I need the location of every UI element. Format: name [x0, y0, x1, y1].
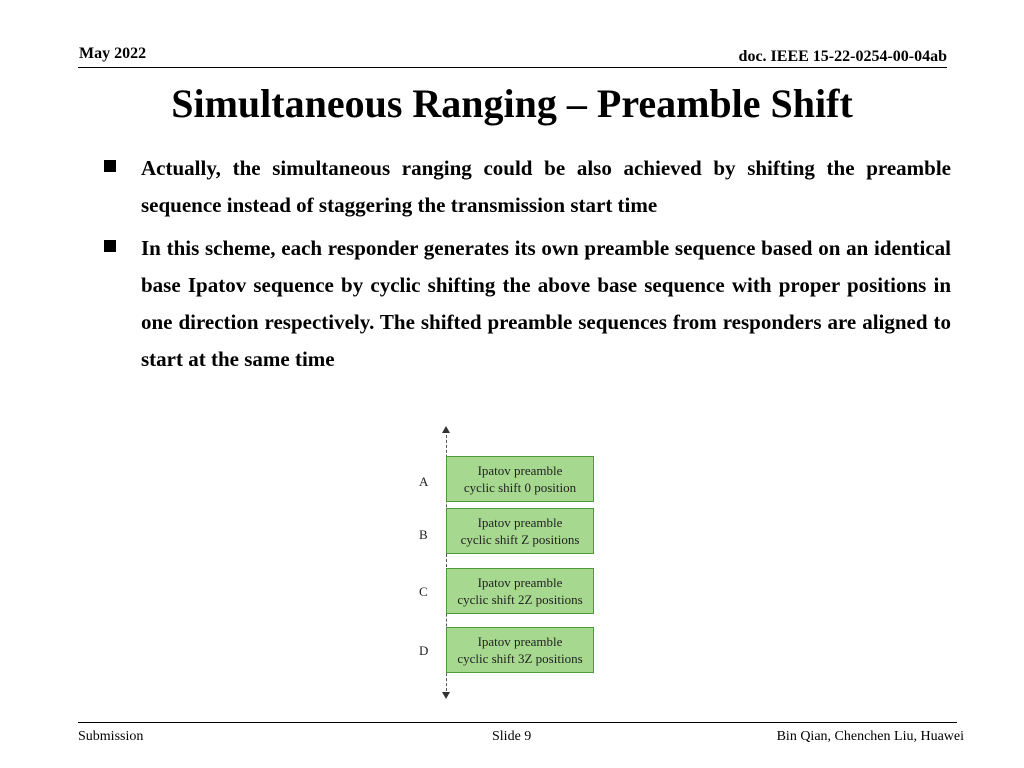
- box-line: cyclic shift 0 position: [463, 480, 577, 495]
- row-label-a: A: [419, 474, 429, 489]
- preamble-box-c: [446, 568, 594, 614]
- row-label-d: D: [419, 643, 429, 658]
- header-doc-id: doc. IEEE 15-22-0254-00-04ab: [738, 48, 947, 65]
- box-line: Ipatov preamble: [477, 463, 563, 478]
- bullet-item: [100, 150, 951, 224]
- header-date: May 2022: [79, 45, 147, 62]
- arrow-up-icon: [442, 426, 450, 433]
- footer-divider: [78, 722, 957, 723]
- footer-slide-number: Slide 9: [492, 729, 532, 744]
- preamble-box-a: [446, 456, 594, 502]
- bullet-text: In this scheme, each responder generates its own preamble sequence based on an identical base Ipatov sequence by cyclic shifting the above base sequence with proper positions in one direction respectively. The shifted preamble sequences from responders are aligned to start at the same time: [141, 236, 951, 371]
- box-line: cyclic shift Z positions: [460, 532, 580, 547]
- preamble-shift-diagram: [410, 424, 610, 704]
- preamble-box-b: [446, 508, 594, 554]
- box-line: Ipatov preamble: [477, 575, 563, 590]
- footer-submission: Submission: [78, 729, 144, 744]
- header-divider: [78, 67, 947, 68]
- arrow-down-icon: [442, 692, 450, 699]
- box-line: Ipatov preamble: [477, 634, 563, 649]
- box-line: cyclic shift 3Z positions: [457, 651, 583, 666]
- row-label-b: B: [419, 527, 428, 542]
- bullet-item: [100, 230, 951, 378]
- slide-title: Simultaneous Ranging – Preamble Shift: [171, 81, 853, 126]
- box-line: Ipatov preamble: [477, 515, 563, 530]
- preamble-box-d: [446, 627, 594, 673]
- square-bullet-icon: [104, 160, 116, 172]
- box-line: cyclic shift 2Z positions: [457, 592, 583, 607]
- square-bullet-icon: [104, 240, 116, 252]
- footer-authors: Bin Qian, Chenchen Liu, Huawei: [776, 729, 964, 744]
- bullet-list: [100, 150, 951, 384]
- row-label-c: C: [419, 584, 428, 599]
- bullet-text: Actually, the simultaneous ranging could be also achieved by shifting the preamble sequence instead of staggering the transmission start time: [141, 156, 951, 217]
